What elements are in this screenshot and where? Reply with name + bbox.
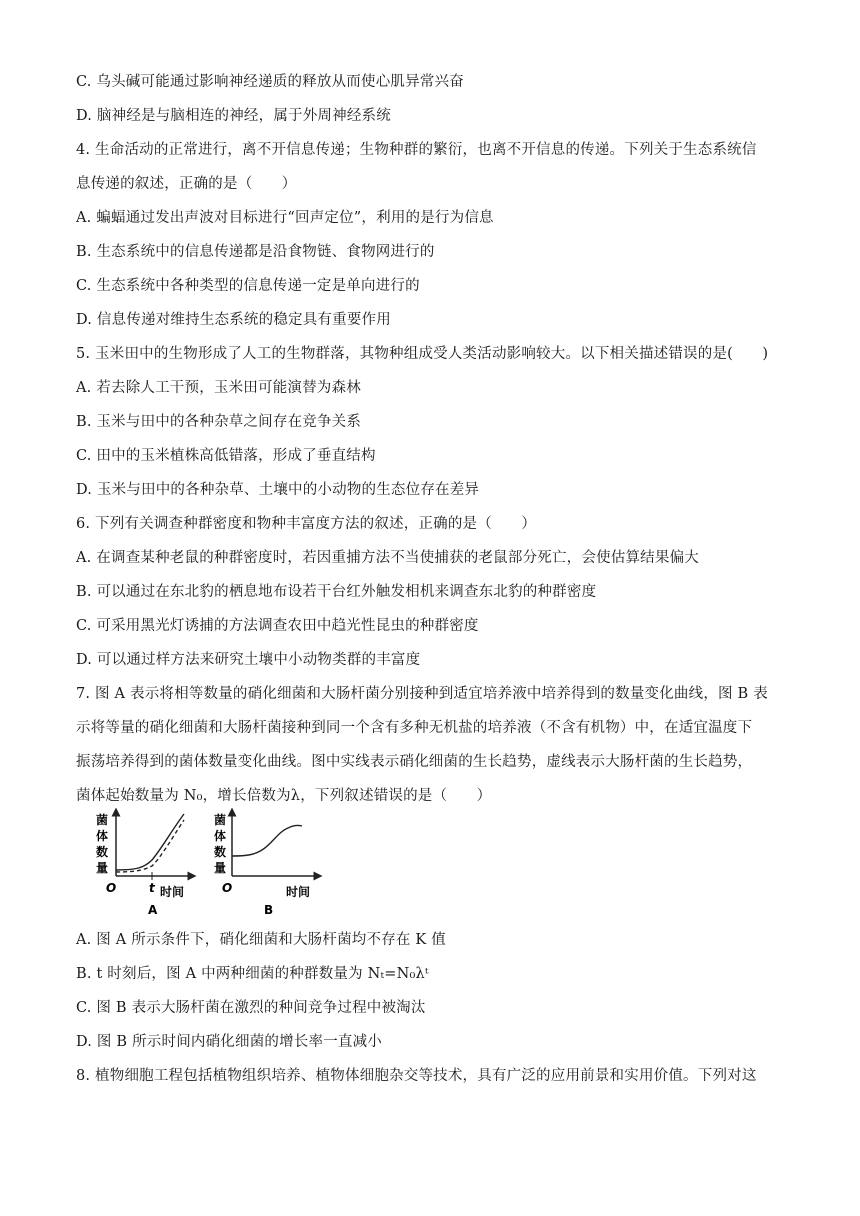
question-4-stem-cont: 息传递的叙述，正确的是（ ） <box>76 176 297 192</box>
option-7b: B. t 时刻后，图 A 中两种细菌的种群数量为 Nₜ=N₀λᵗ <box>76 966 429 982</box>
graph-a-caption: A <box>148 903 158 917</box>
option-5d: D. 玉米与田中的各种杂草、土壤中的小动物的生态位存在差异 <box>76 482 480 498</box>
graph-b-xlabel: 时间 <box>286 885 311 899</box>
graph-a-ylabel-4: 量 <box>96 861 109 875</box>
question-6-stem: 6. 下列有关调查种群密度和物种丰富度方法的叙述，正确的是（ ） <box>76 516 537 532</box>
option-7d: D. 图 B 所示时间内硝化细菌的增长率一直减小 <box>76 1034 382 1050</box>
option-6c: C. 可采用黑光灯诱捕的方法调查农田中趋光性昆虫的种群密度 <box>76 618 479 634</box>
question-4-stem: 4. 生命活动的正常进行，离不开信息传递；生物种群的繁衍，也离不开信息的传递。下列关于生态系统信 <box>76 142 757 158</box>
option-5c: C. 田中的玉米植株高低错落，形成了垂直结构 <box>76 448 376 464</box>
question-7-stem-cont3: 菌体起始数量为 N₀，增长倍数为λ，下列叙述错误的是（ ） <box>76 788 492 804</box>
graph-a-solid-curve <box>116 814 184 870</box>
graph-b <box>214 812 318 917</box>
graph-b-ylabel-3: 数 <box>214 845 227 859</box>
option-6d: D. 可以通过样方法来研究土壤中小动物类群的丰富度 <box>76 652 421 668</box>
option-6a: A. 在调查某种老鼠的种群密度时，若因重捕方法不当使捕获的老鼠部分死亡，会使估算结果偏大 <box>76 550 699 566</box>
option-5a: A. 若去除人工干预，玉米田可能演替为森林 <box>76 380 361 396</box>
option-4d: D. 信息传递对维持生态系统的稳定具有重要作用 <box>76 312 391 328</box>
graph-a-xlabel: 时间 <box>160 885 185 899</box>
question-7-stem-cont1: 示将等量的硝化细菌和大肠杆菌接种到同一个含有多种无机盐的培养液（不含有机物）中，在适宜温度下 <box>76 720 753 736</box>
graph-b-ylabel-2: 体 <box>214 829 227 843</box>
graph-b-solid-curve <box>232 825 302 856</box>
question-7-stem-cont2: 振荡培养得到的菌体数量变化曲线。图中实线表示硝化细菌的生长趋势，虚线表示大肠杆菌的生长趋势， <box>76 754 753 770</box>
graph-b-ylabel-1: 菌 <box>214 813 227 827</box>
question-7-figures <box>96 808 326 924</box>
graph-a-ylabel-3: 数 <box>96 845 109 859</box>
question-8-stem: 8. 植物细胞工程包括植物组织培养、植物体细胞杂交等技术，具有广泛的应用前景和实用价值。下列对这 <box>76 1068 757 1084</box>
question-5-stem: 5. 玉米田中的生物形成了人工的生物群落，其物种组成受人类活动影响较大。以下相关描述错误的是( ) <box>76 346 769 362</box>
growth-curves-figure <box>96 808 326 924</box>
option-3d: D. 脑神经是与脑相连的神经，属于外周神经系统 <box>76 108 391 124</box>
question-7-stem: 7. 图 A 表示将相等数量的硝化细菌和大肠杆菌分别接种到适宜培养液中培养得到的数量变化曲线，图 B 表 <box>76 686 768 702</box>
graph-b-caption: B <box>264 903 274 917</box>
graph-a-t-label: t <box>149 881 155 895</box>
option-7a: A. 图 A 所示条件下，硝化细菌和大肠杆菌均不存在 K 值 <box>76 932 446 948</box>
option-7c: C. 图 B 表示大肠杆菌在激烈的种间竞争过程中被淘汰 <box>76 1000 426 1016</box>
option-3c: C. 乌头碱可能通过影响神经递质的释放从而使心肌异常兴奋 <box>76 74 464 90</box>
graph-a-origin: O <box>106 881 117 895</box>
graph-b-ylabel-4: 量 <box>214 861 227 875</box>
option-4c: C. 生态系统中各种类型的信息传递一定是单向进行的 <box>76 278 420 294</box>
graph-a-ylabel-2: 体 <box>96 829 109 843</box>
option-4a: A. 蝙蝠通过发出声波对目标进行“回声定位”，利用的是行为信息 <box>76 210 494 226</box>
option-4b: B. 生态系统中的信息传递都是沿食物链、食物网进行的 <box>76 244 435 260</box>
option-6b: B. 可以通过在东北豹的栖息地布设若干台红外触发相机来调查东北豹的种群密度 <box>76 584 597 600</box>
graph-b-origin: O <box>222 881 233 895</box>
graph-a <box>96 812 192 917</box>
graph-a-ylabel-1: 菌 <box>96 813 109 827</box>
option-5b: B. 玉米与田中的各种杂草之间存在竞争关系 <box>76 414 362 430</box>
